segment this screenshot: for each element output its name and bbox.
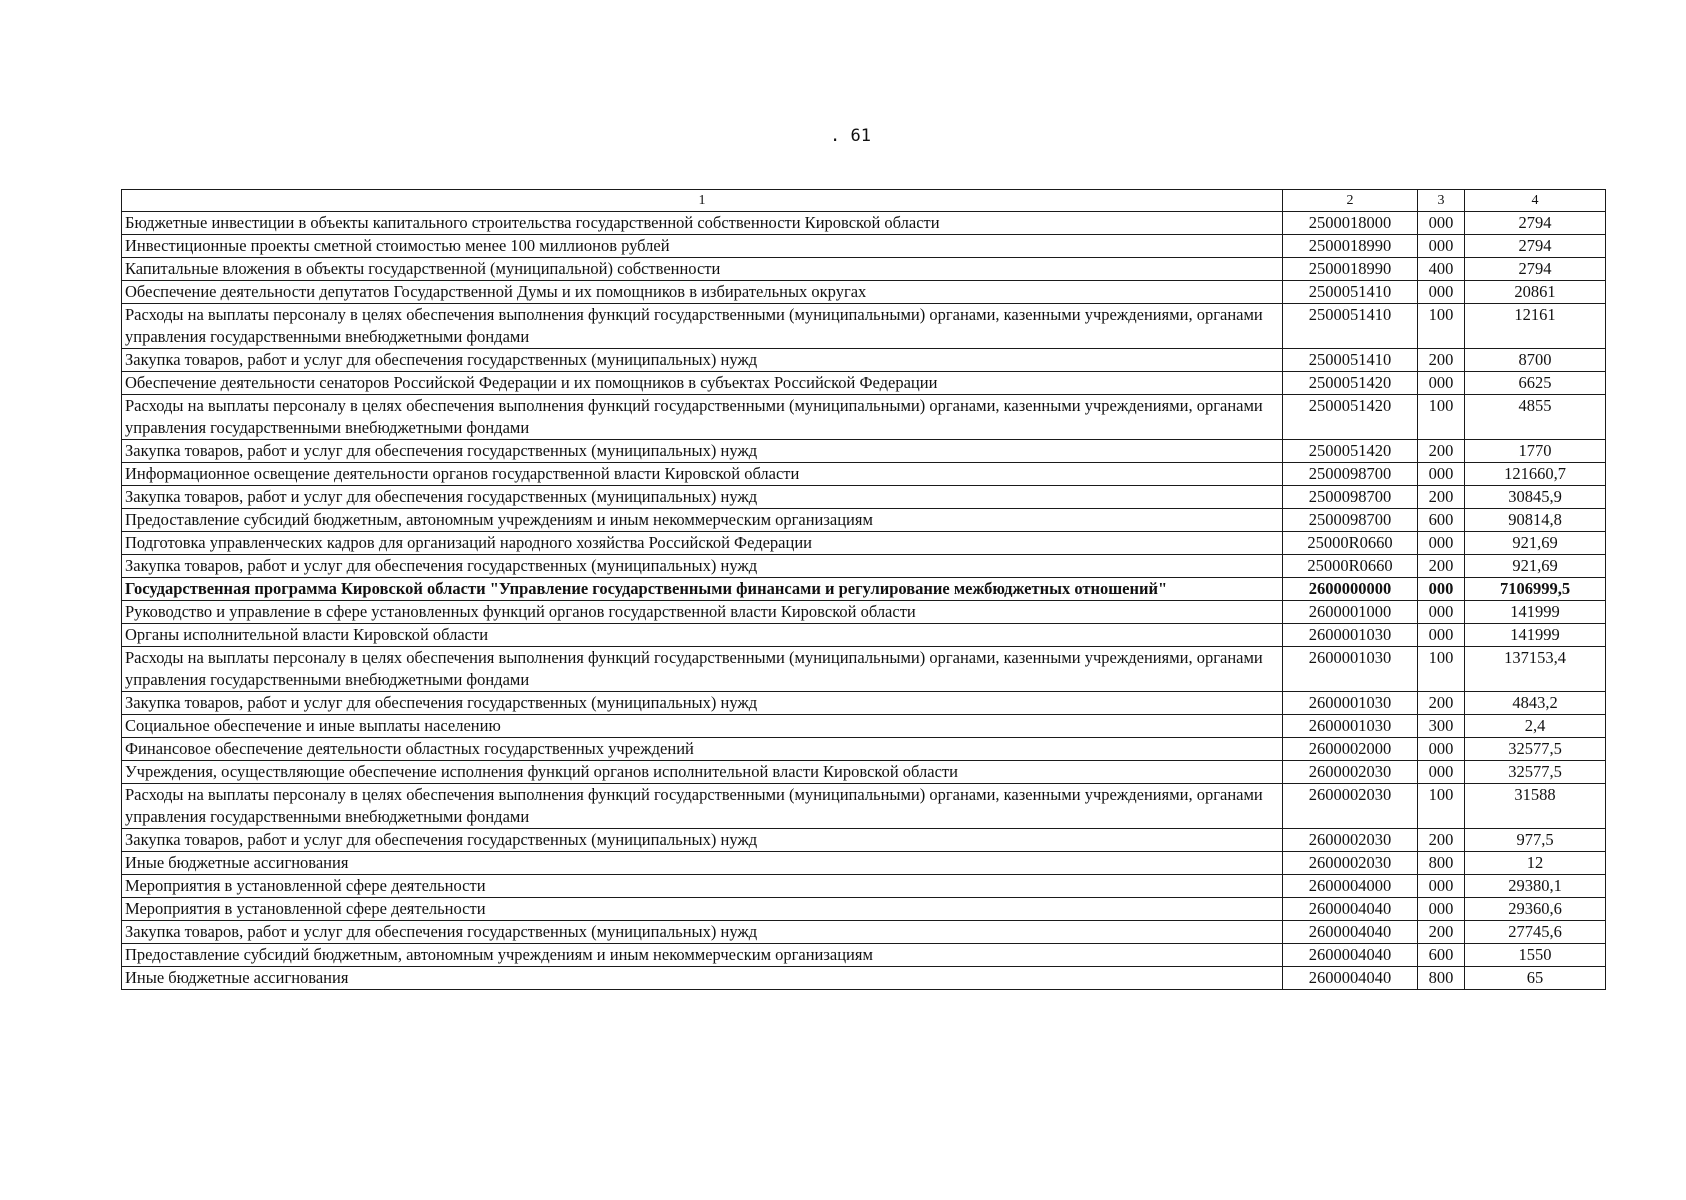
table-row [122,532,1606,555]
row-name-cell: Государственная программа Кировской области "Управление государственными финансами и регулирование межбюджетных отношений" [122,578,1283,601]
row-expense-type-cell: 600 [1418,944,1465,967]
budget-table [121,189,1606,990]
row-expense-type-cell: 200 [1418,486,1465,509]
row-name-cell: Руководство и управление в сфере установленных функций органов государственной власти Кировской области [122,601,1283,624]
table-row [122,784,1606,829]
row-code-cell: 2600002030 [1283,761,1418,784]
row-sum-cell: 141999 [1465,624,1606,647]
table-row [122,463,1606,486]
row-code-cell: 2600004040 [1283,921,1418,944]
table-row [122,440,1606,463]
row-name-cell: Закупка товаров, работ и услуг для обеспечения государственных (муниципальных) нужд [122,921,1283,944]
row-expense-type-cell: 300 [1418,715,1465,738]
row-expense-type-cell: 100 [1418,395,1465,440]
row-expense-type-cell: 200 [1418,829,1465,852]
row-expense-type-cell: 000 [1418,898,1465,921]
row-code-cell: 2600004000 [1283,875,1418,898]
table-row [122,692,1606,715]
row-code-cell: 2500051410 [1283,304,1418,349]
row-name-cell: Закупка товаров, работ и услуг для обеспечения государственных (муниципальных) нужд [122,486,1283,509]
row-code-cell: 2600000000 [1283,578,1418,601]
table-row [122,738,1606,761]
row-name-cell: Инвестиционные проекты сметной стоимостью менее 100 миллионов рублей [122,235,1283,258]
column-header-4: 4 [1465,190,1606,212]
row-name-cell: Учреждения, осуществляющие обеспечение исполнения функций органов исполнительной власти Кировской области [122,761,1283,784]
row-sum-cell: 12161 [1465,304,1606,349]
row-expense-type-cell: 000 [1418,212,1465,235]
row-sum-cell: 20861 [1465,281,1606,304]
row-sum-cell: 2,4 [1465,715,1606,738]
table-row [122,624,1606,647]
row-code-cell: 2500098700 [1283,509,1418,532]
row-sum-cell: 29360,6 [1465,898,1606,921]
page-number: . 61 [830,126,871,146]
row-sum-cell: 977,5 [1465,829,1606,852]
row-sum-cell: 921,69 [1465,555,1606,578]
table-row [122,486,1606,509]
row-expense-type-cell: 000 [1418,601,1465,624]
row-sum-cell: 27745,6 [1465,921,1606,944]
row-sum-cell: 1550 [1465,944,1606,967]
row-code-cell: 2600004040 [1283,944,1418,967]
row-expense-type-cell: 000 [1418,624,1465,647]
table-row [122,852,1606,875]
row-name-cell: Органы исполнительной власти Кировской области [122,624,1283,647]
row-expense-type-cell: 000 [1418,875,1465,898]
row-expense-type-cell: 200 [1418,349,1465,372]
row-code-cell: 2500098700 [1283,486,1418,509]
row-name-cell: Закупка товаров, работ и услуг для обеспечения государственных (муниципальных) нужд [122,829,1283,852]
row-sum-cell: 65 [1465,967,1606,990]
row-expense-type-cell: 100 [1418,304,1465,349]
row-expense-type-cell: 000 [1418,372,1465,395]
row-name-cell: Информационное освещение деятельности органов государственной власти Кировской области [122,463,1283,486]
row-code-cell: 2600001030 [1283,624,1418,647]
row-code-cell: 2500098700 [1283,463,1418,486]
row-name-cell: Закупка товаров, работ и услуг для обеспечения государственных (муниципальных) нужд [122,440,1283,463]
row-sum-cell: 921,69 [1465,532,1606,555]
table-row [122,235,1606,258]
row-name-cell: Обеспечение деятельности депутатов Государственной Думы и их помощников в избирательных округах [122,281,1283,304]
row-sum-cell: 137153,4 [1465,647,1606,692]
row-sum-cell: 4855 [1465,395,1606,440]
row-sum-cell: 29380,1 [1465,875,1606,898]
row-expense-type-cell: 000 [1418,281,1465,304]
table-row [122,967,1606,990]
row-expense-type-cell: 200 [1418,555,1465,578]
row-code-cell: 2500018990 [1283,258,1418,281]
row-name-cell: Иные бюджетные ассигнования [122,967,1283,990]
row-name-cell: Закупка товаров, работ и услуг для обеспечения государственных (муниципальных) нужд [122,555,1283,578]
row-code-cell: 2600002000 [1283,738,1418,761]
row-expense-type-cell: 000 [1418,578,1465,601]
row-code-cell: 25000R0660 [1283,555,1418,578]
row-code-cell: 2500051420 [1283,440,1418,463]
row-sum-cell: 30845,9 [1465,486,1606,509]
table-row [122,578,1606,601]
table-row [122,898,1606,921]
row-sum-cell: 7106999,5 [1465,578,1606,601]
row-code-cell: 2600001030 [1283,692,1418,715]
row-sum-cell: 2794 [1465,235,1606,258]
row-sum-cell: 6625 [1465,372,1606,395]
row-name-cell: Предоставление субсидий бюджетным, автономным учреждениям и иным некоммерческим организациям [122,944,1283,967]
row-sum-cell: 121660,7 [1465,463,1606,486]
row-sum-cell: 90814,8 [1465,509,1606,532]
table-row [122,921,1606,944]
row-expense-type-cell: 000 [1418,532,1465,555]
table-row [122,372,1606,395]
row-code-cell: 2500051410 [1283,349,1418,372]
row-code-cell: 2600002030 [1283,784,1418,829]
row-sum-cell: 2794 [1465,258,1606,281]
table-row [122,647,1606,692]
row-name-cell: Капитальные вложения в объекты государственной (муниципальной) собственности [122,258,1283,281]
row-name-cell: Расходы на выплаты персоналу в целях обеспечения выполнения функций государственными (муниципальными) органами, казенными учреждениями, органами управления государственными внебюджетными фондами [122,647,1283,692]
row-expense-type-cell: 100 [1418,647,1465,692]
row-sum-cell: 4843,2 [1465,692,1606,715]
row-name-cell: Закупка товаров, работ и услуг для обеспечения государственных (муниципальных) нужд [122,349,1283,372]
row-sum-cell: 2794 [1465,212,1606,235]
row-code-cell: 2600004040 [1283,898,1418,921]
row-code-cell: 2500018000 [1283,212,1418,235]
row-sum-cell: 31588 [1465,784,1606,829]
row-name-cell: Иные бюджетные ассигнования [122,852,1283,875]
table-row [122,829,1606,852]
row-name-cell: Обеспечение деятельности сенаторов Российской Федерации и их помощников в субъектах Российской Федерации [122,372,1283,395]
row-name-cell: Расходы на выплаты персоналу в целях обеспечения выполнения функций государственными (муниципальными) органами, казенными учреждениями, органами управления государственными внебюджетными фондами [122,304,1283,349]
row-name-cell: Закупка товаров, работ и услуг для обеспечения государственных (муниципальных) нужд [122,692,1283,715]
row-expense-type-cell: 200 [1418,692,1465,715]
row-code-cell: 25000R0660 [1283,532,1418,555]
row-expense-type-cell: 200 [1418,921,1465,944]
row-sum-cell: 12 [1465,852,1606,875]
row-expense-type-cell: 000 [1418,761,1465,784]
column-header-3: 3 [1418,190,1465,212]
row-code-cell: 2600002030 [1283,829,1418,852]
row-code-cell: 2500051420 [1283,395,1418,440]
row-code-cell: 2600001030 [1283,715,1418,738]
row-expense-type-cell: 100 [1418,784,1465,829]
row-name-cell: Социальное обеспечение и иные выплаты населению [122,715,1283,738]
column-header-1: 1 [122,190,1283,212]
table-row [122,944,1606,967]
row-code-cell: 2600001030 [1283,647,1418,692]
row-code-cell: 2500051420 [1283,372,1418,395]
table-row [122,875,1606,898]
table-row [122,258,1606,281]
row-expense-type-cell: 200 [1418,440,1465,463]
row-name-cell: Расходы на выплаты персоналу в целях обеспечения выполнения функций государственными (муниципальными) органами, казенными учреждениями, органами управления государственными внебюджетными фондами [122,784,1283,829]
row-expense-type-cell: 600 [1418,509,1465,532]
table-row [122,212,1606,235]
table-row [122,395,1606,440]
row-code-cell: 2500051410 [1283,281,1418,304]
row-name-cell: Мероприятия в установленной сфере деятельности [122,875,1283,898]
row-expense-type-cell: 800 [1418,967,1465,990]
row-name-cell: Мероприятия в установленной сфере деятельности [122,898,1283,921]
row-name-cell: Предоставление субсидий бюджетным, автономным учреждениям и иным некоммерческим организациям [122,509,1283,532]
row-sum-cell: 8700 [1465,349,1606,372]
table-row [122,555,1606,578]
row-code-cell: 2600002030 [1283,852,1418,875]
row-name-cell: Бюджетные инвестиции в объекты капитального строительства государственной собственности Кировской области [122,212,1283,235]
row-code-cell: 2500018990 [1283,235,1418,258]
table-row [122,349,1606,372]
row-sum-cell: 1770 [1465,440,1606,463]
table-row [122,715,1606,738]
row-expense-type-cell: 400 [1418,258,1465,281]
table-row [122,281,1606,304]
row-code-cell: 2600001000 [1283,601,1418,624]
column-header-2: 2 [1283,190,1418,212]
row-name-cell: Финансовое обеспечение деятельности областных государственных учреждений [122,738,1283,761]
row-code-cell: 2600004040 [1283,967,1418,990]
row-expense-type-cell: 000 [1418,738,1465,761]
row-sum-cell: 141999 [1465,601,1606,624]
row-expense-type-cell: 000 [1418,235,1465,258]
table-header-row [122,190,1606,212]
table-row [122,509,1606,532]
table-body [122,190,1606,990]
row-name-cell: Расходы на выплаты персоналу в целях обеспечения выполнения функций государственными (муниципальными) органами, казенными учреждениями, органами управления государственными внебюджетными фондами [122,395,1283,440]
row-sum-cell: 32577,5 [1465,738,1606,761]
table-row [122,761,1606,784]
row-name-cell: Подготовка управленческих кадров для организаций народного хозяйства Российской Федерации [122,532,1283,555]
table-row [122,601,1606,624]
row-sum-cell: 32577,5 [1465,761,1606,784]
row-expense-type-cell: 000 [1418,463,1465,486]
row-expense-type-cell: 800 [1418,852,1465,875]
table-row [122,304,1606,349]
